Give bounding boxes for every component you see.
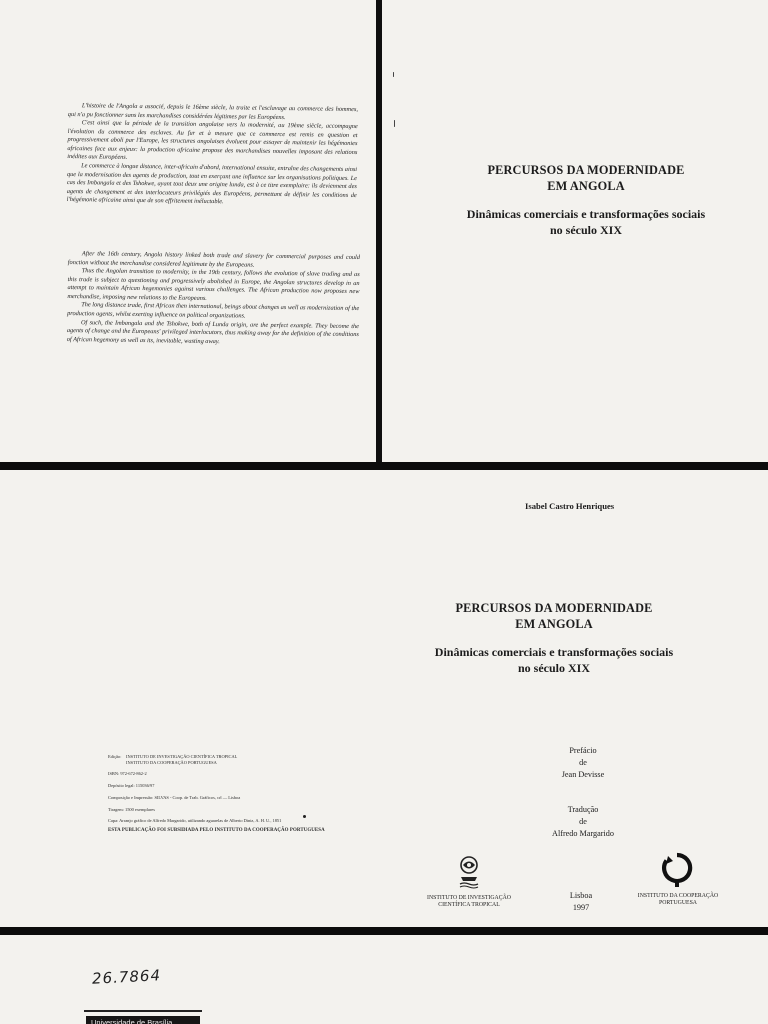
spine-gap xyxy=(376,0,382,462)
imprint-legal-deposit: Depósito legal: 115036/97 xyxy=(108,783,155,789)
scan-mark xyxy=(394,120,395,127)
institute-name-line: PORTUGUESA xyxy=(659,900,697,907)
book-subtitle-line: no século XIX xyxy=(517,660,590,675)
book-title-line: PERCURSOS DA MODERNIDADE xyxy=(455,601,653,615)
preface-credit xyxy=(528,745,638,781)
imprint-block xyxy=(108,754,408,834)
translation-label: Tradução xyxy=(567,805,599,814)
title-page-title-block xyxy=(404,601,704,676)
library-stamp-text: Universidade de Brasília xyxy=(91,1018,173,1024)
book-title-line: PERCURSOS DA MODERNIDADE xyxy=(487,163,685,177)
institute-name-line: INSTITUTO DE INVESTIGAÇÃO xyxy=(427,895,511,901)
preface-label: Prefácio xyxy=(569,746,597,755)
imprint-subsidy-notice: ESTA PUBLICAÇÃO FOI SUBSIDIADA PELO INSTITUTO DA COOPERAÇÃO PORTUGUESA xyxy=(108,828,325,834)
summary-fr-paragraph: Le commerce à longue distance, inter-africain d'abord, international ensuite, entraîne des changements ainsi que la modernisation des agents de production, tout en exerçant une influence sur les organisations politiques. Le cas des Imbangala et des Tshokwe, ayant tout deux une origine lunda, est à ce titre exemplaire: ils deviennent des agents de changement et des interlocuteurs privilégiés des Européens, permettant de définir les conditions de l'hégémonie africaine ainsi que de son effritement inéluctable. xyxy=(66,162,358,206)
scan-mark xyxy=(393,72,394,77)
book-subtitle-line: Dinâmicas comerciais e transformações sociais xyxy=(434,644,674,659)
book-title-line: EM ANGOLA xyxy=(515,616,593,631)
book-subtitle-line: no século XIX xyxy=(549,222,622,237)
summary-en-paragraph: Of such, the Imbangala and the Tshokwe, both of Lunda origin, are the perfect example. They become the agents of change and the Europeans' privileged interlocutors, thus making away for the definition of the conditions of African hegemony as well as its, inevitable, wasting away. xyxy=(66,318,360,345)
institute-name-line: INSTITUTO DA COOPERAÇÃO xyxy=(637,893,719,899)
book-title-line: EM ANGOLA xyxy=(547,178,625,193)
imprint-publisher: INSTITUTO DE INVESTIGAÇÃO CIENTÍFICA TROPICAL xyxy=(126,754,238,759)
imprint-print-run: Tiragem: 1500 exemplares xyxy=(108,806,155,812)
translator-name: Alfredo Margarido xyxy=(552,828,614,838)
publication-place-date xyxy=(551,890,611,914)
institute-name-line: CIENTÍFICA TROPICAL xyxy=(438,902,500,909)
publication-place: Lisboa xyxy=(569,891,593,900)
summary-en-paragraph: After the 16th century, Angola history linked both trade and slavery for commercial purposes and could fonction without the merchandise considered legitimate by the Europeans. xyxy=(67,250,360,269)
icp-logo-icon xyxy=(661,852,693,888)
summary-en-paragraph: The long distance trade, first African then international, beings about changes as well as modernization of the production agents, whilst exerting influence on political organizations. xyxy=(67,301,360,320)
library-page xyxy=(0,935,768,1024)
imprint-printing: Composição e Impressão: SILVAS - Coop. de Trab. Gráficos, crl — Lisboa xyxy=(108,794,241,800)
imprint-isbn: ISBN: 972-672-862-2 xyxy=(108,771,147,777)
iict-institute-name xyxy=(420,895,518,909)
back-cover-summary-english xyxy=(67,250,360,348)
handwritten-accession-number: 26.7864 xyxy=(91,966,162,988)
preface-author: Jean Devisse xyxy=(561,769,605,779)
imprint-edition-label: Edição: xyxy=(108,754,122,759)
book-subtitle-line: Dinâmicas comerciais e transformações sociais xyxy=(466,206,706,221)
front-cover-title-block xyxy=(436,163,736,238)
translation-de: de xyxy=(579,816,587,826)
cover-spread xyxy=(0,0,768,462)
stamp-rule xyxy=(84,1010,202,1012)
publication-year: 1997 xyxy=(572,902,590,912)
summary-fr-paragraph: C'est ainsi que la période de la transition angolaise vers la modernité, au 19ème siècle, accompagne l'évolution du commerce des esclaves. Au fur et à mesure que ce commerce est remis en question et progressivement aboli par l'Europe, les structures angolaises évoluent pour essayer de maintenir les hégémonies africaines face aux enjeux: la production africaine propose des marchandises nouvelles imposant des relations inédites aux Européens. xyxy=(67,119,358,162)
imprint-edition xyxy=(108,754,408,765)
summary-en-paragraph: Thus the Angolan transition to modernity, in the 19th century, follows the evolution of slave trading and as this trade is subject to questioning and progressively abolished in Europe, the Angolan structures develop in an attempt to maintain African hegemonies against various challenges. The African production now proposes new merchandise, imposing new relations to the Europeans. xyxy=(67,267,360,302)
summary-fr-paragraph: L'histoire de l'Angola a associé, depuis le 16ème siècle, la traite et l'esclavage au commerce des hommes, qui n'a pu fonctionner sans les marchandises considérées légitimes par les Européens. xyxy=(67,102,358,121)
title-spread xyxy=(0,470,768,927)
library-stamp xyxy=(86,1016,200,1024)
iict-emblem-icon xyxy=(456,855,482,889)
imprint-publisher: INSTITUTO DA COOPERAÇÃO PORTUGUESA xyxy=(126,759,217,765)
scan-speck xyxy=(303,815,306,818)
icp-institute-name xyxy=(626,893,730,907)
imprint-cover-credit: Capa: Arranjo gráfico de Alfredo Margarido, utilizando aguarelas de Alberto Diniz, A. H. U., 1851 xyxy=(108,818,282,824)
back-cover-summary-french xyxy=(67,102,358,209)
preface-de: de xyxy=(579,757,587,767)
translation-credit xyxy=(528,804,638,840)
author-name: Isabel Castro Henriques xyxy=(525,501,615,511)
